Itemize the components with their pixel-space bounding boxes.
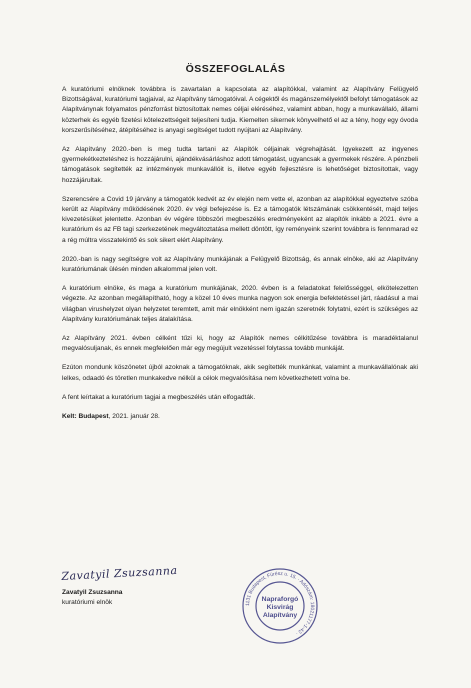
- svg-text:Napraforgó: Napraforgó: [261, 596, 299, 603]
- signer-name: Zavatyil Zsuzsanna: [62, 589, 123, 596]
- date-label: Kelt: Budapest: [62, 413, 109, 421]
- paragraph-2: Az Alapítvány 2020.-ben is meg tudta tartani az Alapítók céljainak végrehajtását. Igyekezett az ingyenes gyermekétkeztetéshez is hozzájárulni, ajándékvásárláshoz adott támogatást, ugyancsak a gyermekek részére. A pénzbeli támogatások segítették az intézmények munkavállóit is, illetve egyéb fejlesztésre is lehetőséget biztosítottak, vagy hozzájárultak.: [62, 146, 418, 184]
- paragraph-6: Az Alapítvány 2021. évben célként tűzi ki, hogy az Alapítók nemes célkitűzése továbbra is maradéktalanul megvalósuljanak, és ennek megfelelően már egy megújult vezetéssel folytassa tovább munkáját.: [62, 335, 418, 353]
- paragraph-8: A fent leírtakat a kuratórium tagjai a megbeszélés után elfogadták.: [62, 393, 256, 401]
- svg-text:Alapítvány: Alapítvány: [262, 612, 298, 619]
- paragraph-4: 2020.-ban is nagy segítségre volt az Alapítvány munkájának a Felügyelő Bizottság, és annak elnöke, aki az Alapítvány kuratóriumának ülésén minden alkalommal jelen volt.: [62, 255, 418, 274]
- foundation-stamp: [240, 566, 320, 646]
- svg-text:1131 Budapest, Fürész u. 15. ·: 1131 Budapest, Fürész u. 15. · Adószám: 18021177-1-42 ·: [244, 570, 316, 637]
- paragraph-7: Ezúton mondunk köszönetet újból azoknak a támogatóknak, akik segítették munkánkat, valamint a munkavállalónak aki lelkes, odaadó és töretlen munkakedve nélkül a célok megvalósítása nem következhetett volna be.: [62, 364, 418, 382]
- paragraph-5: A kuratórium elnöke, és maga a kuratórium munkájának, 2020. évben is a feladatokat felelősséggel, elkötelezetten végezte. Az azonban megállapítható, hogy a közel 10 éves munka nagyon sok energia befektetéssel járt, ráadásul a mai világban virushelyzet olyan helyzetet teremtett, amit már elnökként nem igazán szeretnék folytatni, ezért is szükséges az Alapítvány kuratóriumának teljes átalakítása.: [62, 285, 418, 323]
- handwritten-signature: Zavatyil Zsuzsanna: [61, 563, 178, 584]
- date-value: , 2021. január 28.: [108, 413, 160, 421]
- signature-block: [61, 563, 262, 608]
- signer-role: kuratóriumi elnök: [62, 599, 113, 606]
- paragraph-3: Szerencsére a Covid 19 járvány a támogatók kedvét az év elején nem vette el, azonban az alapítókkal egyeztetve szóba került az Alapítvány működésének 2020. év végi befejezése is. Ez a támogatók létszámának csökkentését, majd teljes kivezetésüket jelentette. Azonban év végére többszöri megbeszélés eredményeként az alapítók inkább a 2021. évre a kuratórium és az FB tagi szerkezetének megváltoztatása mellett döntött, így reményeink szerint továbbra is fennmarad ez a rég múltra visszatekintő és sok sikert elért Alapítvány.: [62, 195, 418, 244]
- svg-text:Kisvirág: Kisvirág: [266, 604, 294, 611]
- date-line: [62, 412, 418, 422]
- document-title: ÖSSZEFOGLALÁS: [185, 63, 286, 75]
- document-body: [62, 85, 418, 431]
- paragraph-1: A kuratóriumi elnöknek továbbra is zavartalan a kapcsolata az alapítókkal, valamint az Alapítvány Felügyelő Bizottságával, kuratóriumi tagjaival, az Alapítvány támogatóival. A cégektől és magánszemélyektől befolyt támogatások az Alapítványnak folyamatos pénzforrást biztosítottak nemes céljai eléréséhez, valamint abban, hogy a munkavállaló, állami közterhek és egyéb fizetési kötelezettségeit teljesíteni tudja. Kiemelten sikernek könyvelhető el az a tény, hogy egy óvoda korszerűsítéséhez, átépítéséhez is anyagi segítséget tudott nyújtani az Alapítvány.: [62, 86, 418, 134]
